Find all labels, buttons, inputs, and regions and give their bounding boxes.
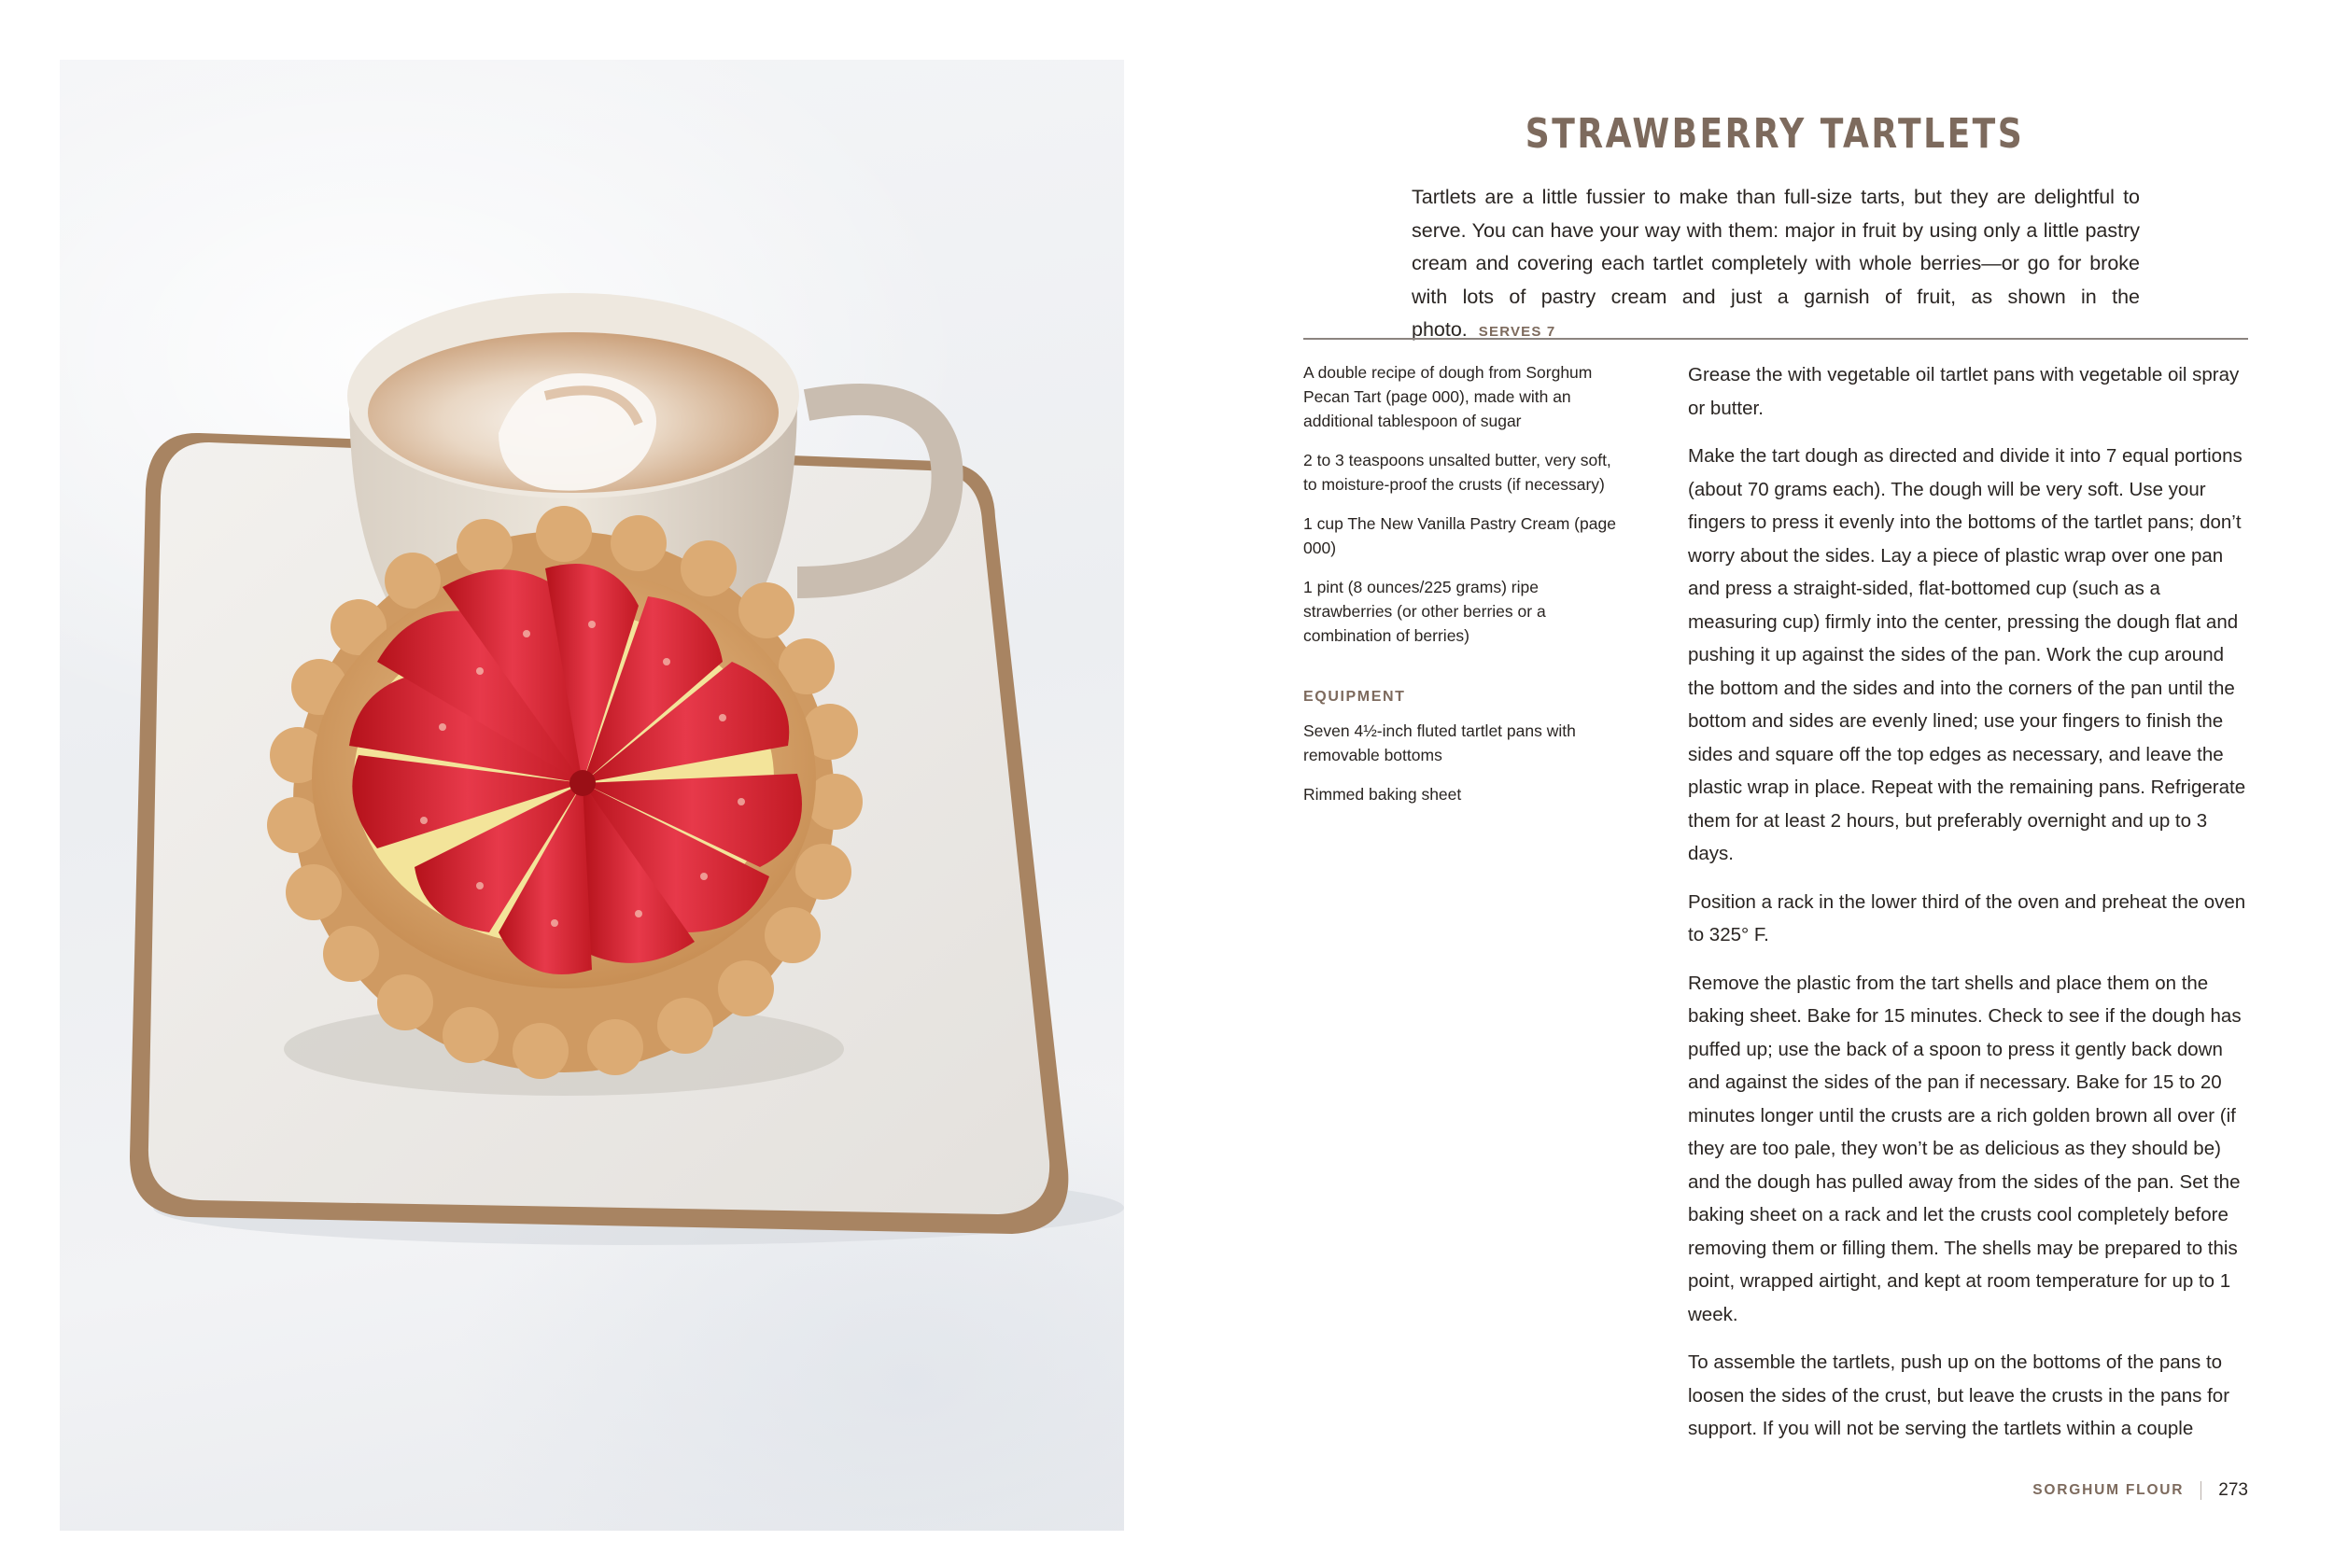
method-steps [1688,358,2248,1461]
footer-separator [2200,1481,2201,1500]
recipe-intro [1412,181,2140,349]
page-number: 273 [2218,1480,2248,1500]
method-step: Position a rack in the lower third of the oven and preheat the oven to 325° F. [1688,890,2246,945]
ingredients-list [1303,360,1621,821]
equipment-heading: EQUIPMENT [1303,689,1406,705]
equipment-item: Seven 4½-inch fluted tartlet pans with removable bottoms [1303,721,1576,764]
equipment-item: Rimmed baking sheet [1303,785,1462,804]
intro-text: Tartlets are a little fussier to make than full-size tarts, but they are delightful to serve. You can have your way with them: major in fruit by using only a little pastry cream and covering each tartlet completely with whole berries—or go for broke with lots of pastry cream and just a garnish of fruit, as shown in the photo. [1412,186,2140,341]
ingredient-item: 1 cup The New Vanilla Pastry Cream (page 000) [1303,514,1616,557]
ingredient-item: 2 to 3 teaspoons unsalted butter, very soft, to moisture-proof the crusts (if necessary) [1303,451,1611,494]
method-step: To assemble the tartlets, push up on the bottoms of the pans to loosen the sides of the crust, but leave the crusts in the pans for support. If you will not be serving the tartlets within a couple [1688,1351,2230,1439]
method-step: Remove the plastic from the tart shells and place them on the baking sheet. Bake for 15 minutes. Check to see if the dough has puffed up; use the back of a spoon to press it gently back down and against the sides of the pan if necessary. Bake for 15 to 20 minutes longer until the crusts are a rich golden brown all over (if they are too pale, they won’t be as delicious as they should be) and the dough has pulled away from the sides of the pan. Set the baking sheet on a rack and let the crusts cool completely before removing them or filling them. The shells may be prepared to this point, wrapped airtight, and kept at room temperature for up to 1 week. [1688,972,2242,1325]
ingredient-item: 1 pint (8 ounces/225 grams) ripe strawberries (or other berries or a combination of berries) [1303,578,1546,645]
method-step: Make the tart dough as directed and divide it into 7 equal portions (about 70 grams each). The dough will be very soft. Use your fingers to press it evenly into the bottoms of the tartlet pans; don’t worry about the sides. Lay a piece of plastic wrap over one pan and press a straight-sided, flat-bottomed cup (such as a measuring cup) firmly into the center, pressing the dough flat and pushing it up against the sides of the pan. Work the cup around the bottom and the sides and into the corners of the pan until the bottom and sides are evenly lined; use your fingers to finish the sides and square off the top edges as necessary, and leave the plastic wrap in place. Repeat with the remaining pans. Refrigerate them for at least 2 hours, but preferably overnight and up to 3 days. [1688,445,2246,864]
recipe-photo [60,60,1124,1531]
method-step: Grease the with vegetable oil tartlet pans with vegetable oil spray or butter. [1688,364,2240,419]
recipe-title: STRAWBERRY TARTLETS [1525,110,2025,158]
ingredient-item: A double recipe of dough from Sorghum Pecan Tart (page 000), made with an additional tablespoon of sugar [1303,363,1593,430]
strawberry-tartlet-photo-icon [60,60,1124,1531]
serves-label: SERVES 7 [1478,324,1556,340]
section-divider [1303,338,2248,340]
chapter-name: SORGHUM FLOUR [2032,1482,2185,1498]
page-footer [2032,1480,2248,1501]
